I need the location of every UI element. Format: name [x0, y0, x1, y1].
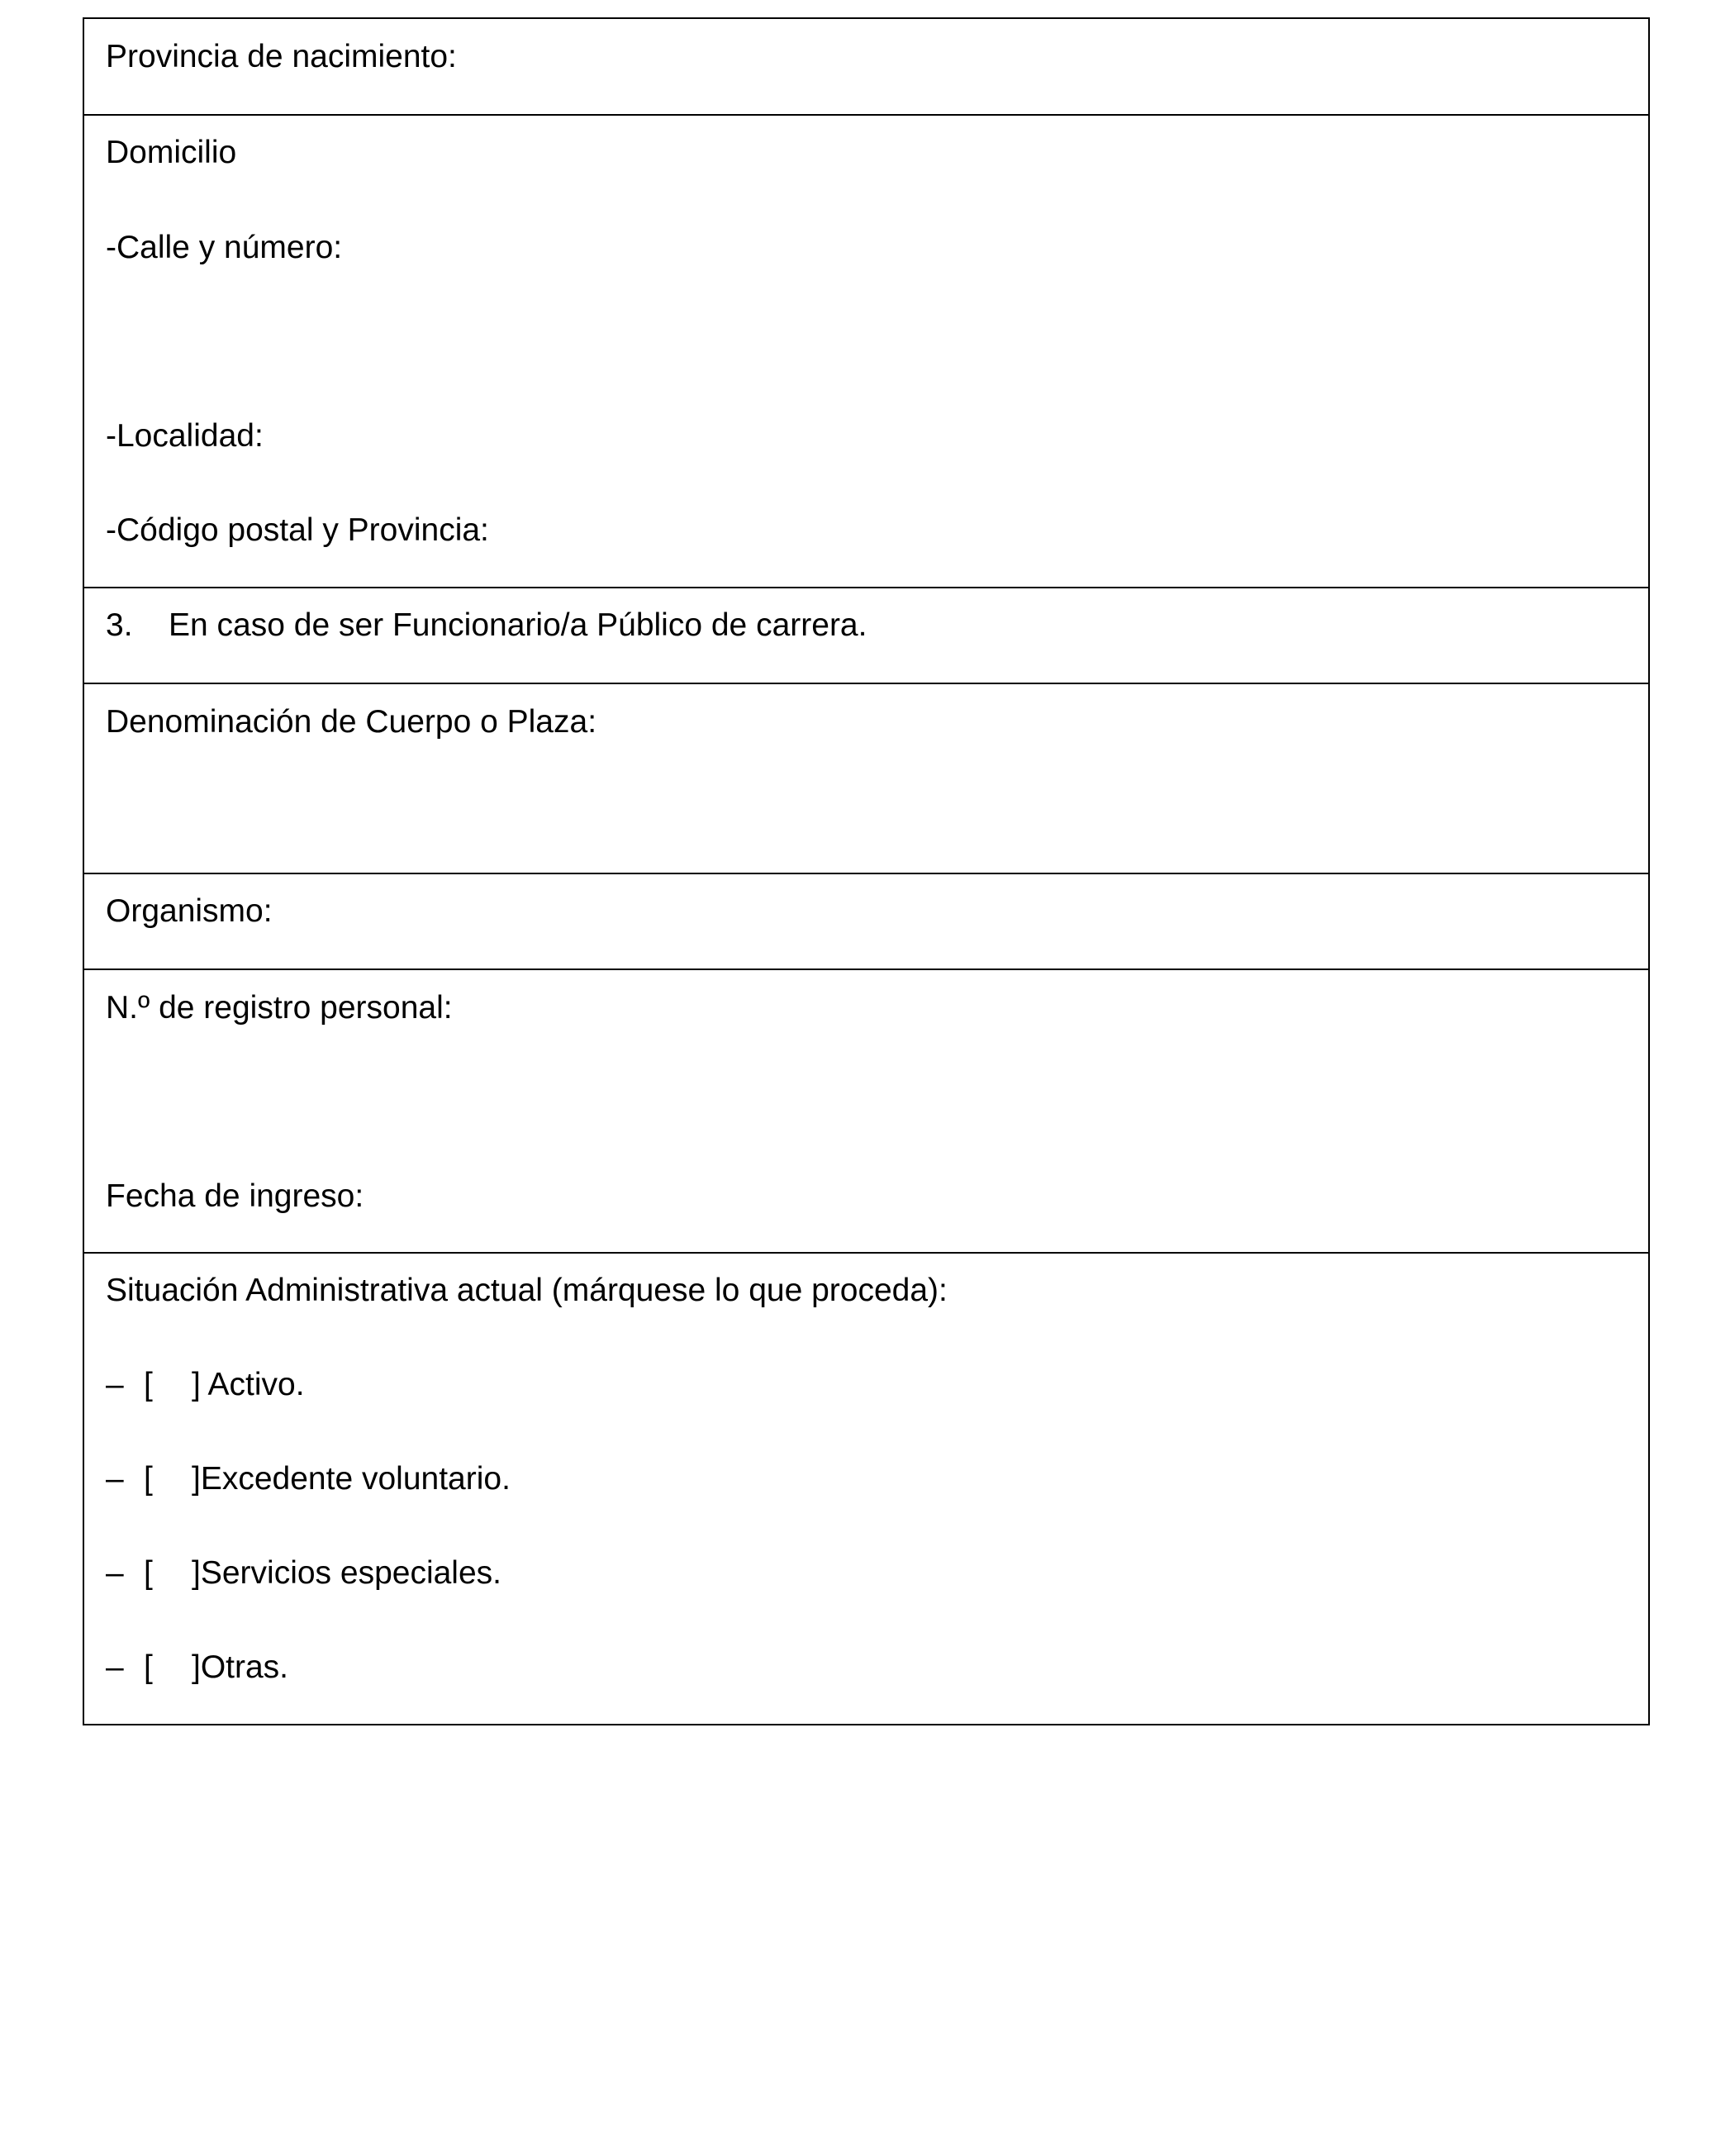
option-otras[interactable]	[106, 1649, 288, 1687]
option-label: ]Otras.	[192, 1649, 289, 1685]
row-organismo	[84, 873, 1648, 969]
row-situacion	[84, 1252, 1648, 1724]
row-domicilio	[84, 114, 1648, 587]
checkbox-open-bracket: [	[144, 1367, 153, 1402]
row-denominacion	[84, 683, 1648, 873]
dash-mark: –	[106, 1649, 124, 1685]
form-table	[83, 17, 1650, 1725]
section-3-heading	[106, 607, 867, 645]
organismo-label: Organismo:	[106, 893, 273, 929]
option-label: ]Excedente voluntario.	[192, 1461, 511, 1497]
checkbox-open-bracket: [	[144, 1555, 153, 1591]
option-excedente-voluntario[interactable]	[106, 1460, 511, 1498]
fecha-ingreso-label: Fecha de ingreso:	[106, 1178, 364, 1214]
row-section-3	[84, 587, 1648, 683]
section-number: 3.	[106, 607, 133, 643]
option-label: ] Activo.	[192, 1367, 305, 1402]
dash-mark: –	[106, 1367, 124, 1402]
row-provincia-nacimiento	[84, 19, 1648, 114]
checkbox-open-bracket: [	[144, 1649, 153, 1685]
situacion-title: Situación Administrativa actual (márquese lo que proceda):	[106, 1273, 948, 1308]
section-text: En caso de ser Funcionario/a Público de carrera.	[169, 607, 867, 643]
dash-mark: –	[106, 1461, 124, 1497]
dash-mark: –	[106, 1555, 124, 1591]
option-servicios-especiales[interactable]	[106, 1554, 501, 1592]
calle-numero-label: -Calle y número:	[106, 230, 343, 265]
registro-personal-label: N.º de registro personal:	[106, 990, 453, 1026]
denominacion-label: Denominación de Cuerpo o Plaza:	[106, 704, 597, 740]
provincia-nacimiento-label: Provincia de nacimiento:	[106, 39, 457, 74]
option-activo[interactable]	[106, 1366, 305, 1404]
codigo-postal-provincia-label: -Código postal y Provincia:	[106, 512, 489, 548]
domicilio-title: Domicilio	[106, 135, 237, 170]
checkbox-open-bracket: [	[144, 1461, 153, 1497]
row-registro	[84, 969, 1648, 1252]
option-label: ]Servicios especiales.	[192, 1555, 501, 1591]
localidad-label: -Localidad:	[106, 418, 264, 454]
